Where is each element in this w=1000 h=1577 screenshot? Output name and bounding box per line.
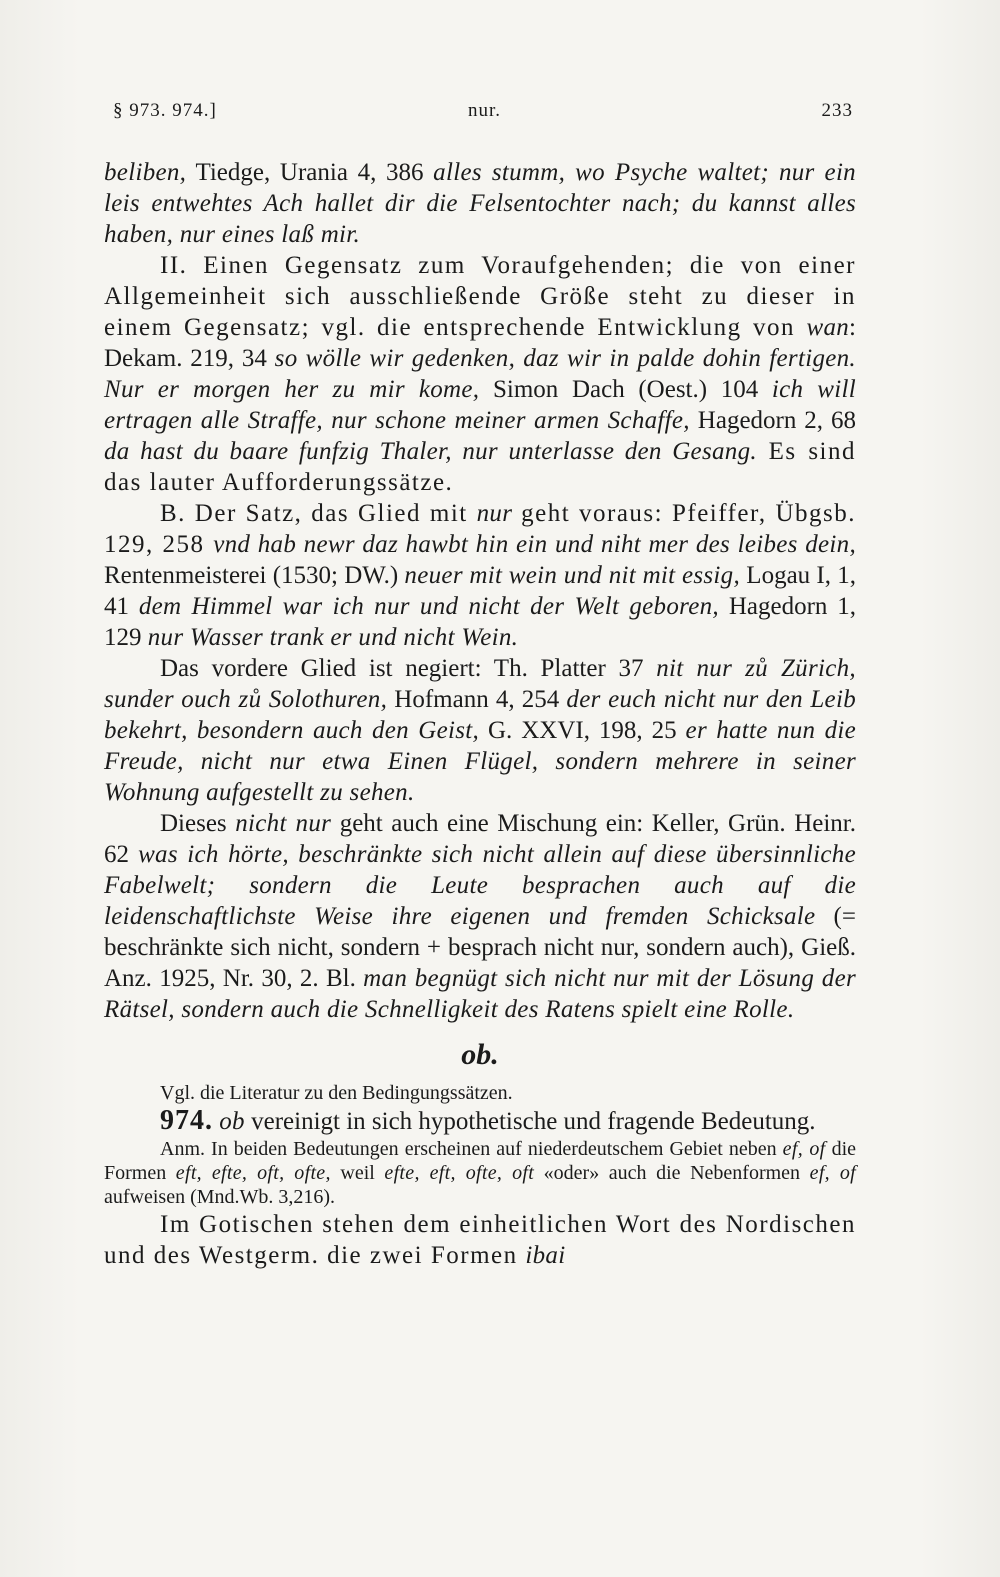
text: Das vordere Glied ist negiert: Th. Platter 37 xyxy=(160,655,657,682)
section-number: 974. xyxy=(160,1105,213,1136)
citation: : Dekam. 219, 34 xyxy=(104,314,856,372)
citation: (= beschränkte sich nicht, sondern + besprach nicht nur, sondern auch), Gieß. Anz. 1925, Nr. 30, 2. Bl. xyxy=(104,903,856,992)
quote: vnd hab newr daz hawbt hin ein und niht mer des leibes dein, xyxy=(213,531,857,558)
citation: Hagedorn 2, 68 xyxy=(689,407,856,434)
text: «oder» auch die Nebenformen xyxy=(534,1162,810,1184)
citation: geht voraus: Pfeiffer, Übgsb. 129, 258 xyxy=(104,500,857,558)
paragraph-negated xyxy=(104,653,856,808)
quote: man begnügt sich nicht nur mit der Lösung der Rätsel, sondern auch die Schnelligkeit des Ratens spielt eine Rolle. xyxy=(104,965,857,1023)
text: weil xyxy=(330,1162,385,1184)
citation: Simon Dach (Oest.) 104 xyxy=(479,376,772,403)
paragraph-continuation xyxy=(104,157,856,250)
text: II. Einen Gegensatz zum Voraufgehenden; die von einer Allgemeinheit sich ausschließende Größe steht zu dieser in einem Gegensatz; vgl. die entsprechende Entwicklung von xyxy=(104,252,856,341)
keyword: eft, efte, oft, ofte, xyxy=(175,1162,331,1184)
text: die Formen xyxy=(104,1138,857,1184)
running-header xyxy=(113,100,853,130)
keyword: ef, of xyxy=(782,1138,826,1160)
quote: was ich hörte, beschränkte sich nicht allein auf diese übersinnliche Fabelwelt; sondern die Leute besprachen auch auf die leidenschaftlichste Weise ihre eigenen und fremden Schicksale xyxy=(104,841,856,930)
citation: geht auch eine Mischung ein: Keller, Grün. Heinr. 62 xyxy=(104,810,857,868)
annotation xyxy=(104,1137,856,1209)
paragraph-B xyxy=(104,498,856,653)
citation: G. XXVI, 198, 25 xyxy=(479,717,686,744)
citation: Tiedge, Urania 4, 386 xyxy=(186,159,434,186)
section-reference: § 973. 974.] xyxy=(113,100,217,121)
keyword: ibai xyxy=(525,1242,566,1269)
text: Im Gotischen stehen dem einheitlichen Wort des Nordischen und des Westgerm. die zwei Formen xyxy=(104,1211,856,1269)
paragraph-gothic xyxy=(104,1209,856,1271)
text: B. Der Satz, das Glied mit xyxy=(160,500,477,527)
quote: alles stumm, wo Psyche waltet; nur ein leis entwehtes Ach hallet dir die Felsentochter nach; du kannst alles haben, nur eines laß mir. xyxy=(104,159,856,248)
quote: da hast du baare funfzig Thaler, nur unterlasse den Gesang. xyxy=(104,438,757,465)
paragraph-II xyxy=(104,250,856,498)
keyword: nicht nur xyxy=(235,810,332,837)
keyword: ob xyxy=(219,1108,245,1135)
quote: der euch nicht nur den Leib bekehrt, besondern auch den Geist, xyxy=(104,686,856,744)
text: aufweisen (Mnd.Wb. 3,216). xyxy=(104,1186,336,1208)
running-title: nur. xyxy=(468,100,502,121)
keyword: nur xyxy=(476,500,513,527)
literature-note: Vgl. die Literatur zu den Bedingungssätzen. xyxy=(160,1082,513,1104)
quote: so wölle wir gedenken, daz wir in palde dohin fertigen. Nur er morgen her zu mir kome, xyxy=(104,345,856,403)
text: Anm. In beiden Bedeutungen erscheinen auf niederdeutschem Gebiet neben xyxy=(160,1138,783,1160)
quote: er hatte nun die Freude, nicht nur etwa Einen Flügel, sondern mehrere in seiner Wohnung aufgestellt zu sehen. xyxy=(104,717,857,806)
citation: Logau I, 1, 41 xyxy=(104,562,857,620)
citation: Hofmann 4, 254 xyxy=(387,686,567,713)
keyword: wan xyxy=(806,314,850,341)
quote: ich will ertragen alle Straffe, nur schone meiner armen Schaffe, xyxy=(104,376,856,434)
text: Es sind das lauter Aufforderungssätze. xyxy=(104,438,856,496)
section-heading: ob. xyxy=(461,1038,499,1071)
quote: nit nur zů Zürich, sunder ouch zů Solothuren, xyxy=(104,655,856,713)
text: vereinigt in sich hypothetische und fragende Bedeutung. xyxy=(244,1108,816,1135)
quote: dem Himmel war ich nur und nicht der Welt geboren, xyxy=(138,593,719,620)
paragraph-mischung xyxy=(104,808,856,1025)
keyword: ef, of xyxy=(809,1162,857,1184)
citation: Hagedorn 1, 129 xyxy=(104,593,856,651)
page-number: 233 xyxy=(821,100,853,121)
quote: neuer mit wein und nit mit essig, xyxy=(404,562,741,589)
quote: beliben, xyxy=(104,159,187,186)
text: Dieses xyxy=(160,810,236,837)
quote: nur Wasser trank er und nicht Wein. xyxy=(147,624,519,651)
keyword: efte, eft, ofte, oft xyxy=(384,1162,535,1184)
citation: Rentenmeisterei (1530; DW.) xyxy=(104,562,405,589)
paragraph-974 xyxy=(104,1105,856,1137)
body-text xyxy=(104,157,856,1271)
